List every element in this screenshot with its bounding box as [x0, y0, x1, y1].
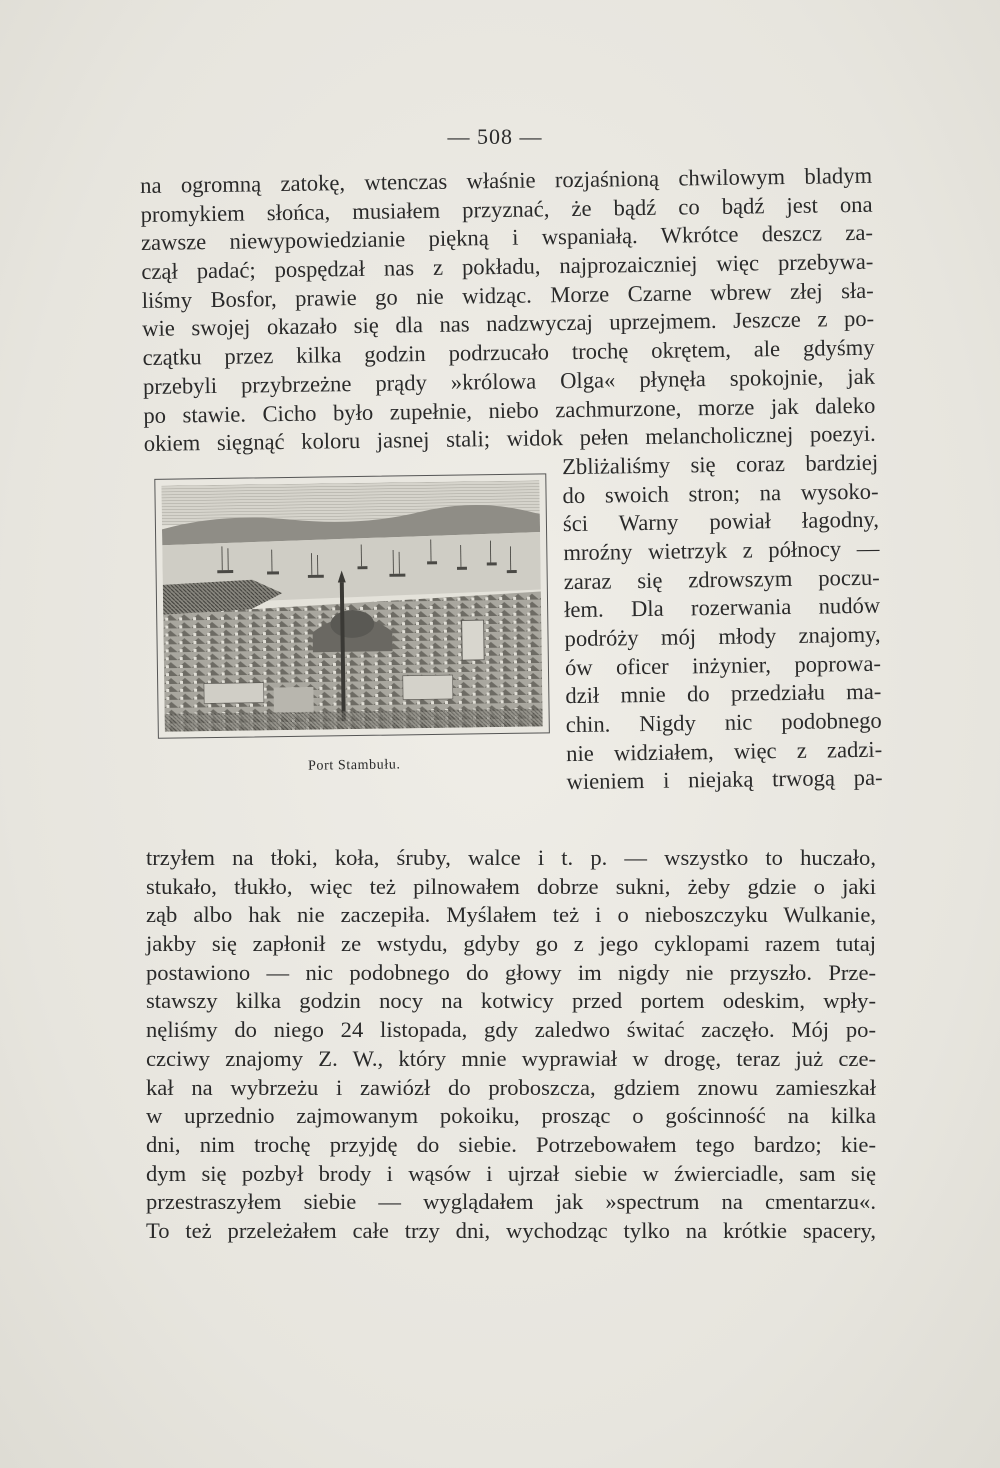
- body-text-upper: [140, 162, 881, 803]
- text-line: w uprzednio zajmowanym pokoiku, prosząc o gościnność na kilka: [146, 1103, 876, 1129]
- text-line: nęliśmy do niego 24 listopada, gdy zaledwo świtać zaczęło. Mój po-: [146, 1017, 876, 1043]
- text-line: dni, nim trochę przyjdę do siebie. Potrzebowałem tego bardzo; kie-: [146, 1131, 876, 1157]
- text-line: łem. Dla rozerwania nudów: [563, 593, 881, 623]
- text-line: okiem sięgnąć koloru jasnej stali; widok pełen melancholicznej poezyi.: [143, 420, 876, 457]
- figure-wrap-block: [144, 449, 881, 803]
- text-line: To też przeleżałem całe trzy dni, wychodząc tylko na krótkie spacery,: [146, 1217, 876, 1243]
- text-line: przebyli przybrzeżne prądy »królowa Olga« płynęła spokojnie, jak: [142, 363, 876, 399]
- text-line: dym się pozbył brody i wąsów i ujrzał siebie w źwierciadle, sam się: [146, 1160, 876, 1186]
- text-line: jakby się zapłonił ze wstydu, gdyby go z jego cyklopami razem tutaj: [146, 931, 876, 957]
- text-line: Zbliżaliśmy się coraz bardziej: [561, 449, 879, 480]
- text-line: czciwy znajomy Z. W., który mnie wyprawiał w drogę, teraz już cze-: [146, 1045, 876, 1071]
- text-line: promykiem słońca, musiałem przyznać, że bądź co bądź jest ona: [140, 191, 873, 227]
- text-line: liśmy Bosfor, prawie go nie widząc. Morze Czarne wbrew złej sła-: [141, 277, 874, 313]
- text-line: stukało, tłukło, więc też pilnowałem dobrze sukni, żeby gdzie o jaki: [146, 873, 876, 899]
- text-line: kał na wybrzeżu i zawiózł do proboszcza, gdziem znowu zamieszkał: [146, 1074, 876, 1100]
- text-line: postawiono — nic podobnego do głowy im nigdy nie przyszło. Prze-: [146, 959, 876, 985]
- text-line: stawszy kilka godzin nocy na kotwicy przed portem odeskim, wpły-: [146, 988, 876, 1014]
- text-line: zawsze niewypowiedzianie piękną i wspaniałą. Wkrótce deszcz za-: [140, 220, 874, 256]
- harbor-engraving-icon: [161, 480, 542, 731]
- text-line: podróży mój młody znajomy,: [564, 621, 881, 652]
- text-line: zaraz się zdrowszym poczu-: [563, 564, 880, 594]
- page-number: — 508 —: [447, 124, 543, 149]
- text-line: wie swojej okazało się dla nas nadzwyczaj uprzejmem. Jeszcze z po-: [142, 306, 875, 342]
- text-line: wieniem i niejaką trwogą pa-: [566, 765, 883, 795]
- text-line: na ogromną zatokę, wtenczas właśnie rozjaśnioną chwilowym bladym: [140, 162, 873, 198]
- text-line: ów oficer inżynier, poprowa-: [564, 650, 882, 680]
- text-line: ząb albo hak nie zaczepiła. Myślałem też i o nieboszczyku Wulkanie,: [146, 902, 876, 928]
- text-line: mroźny wietrzyk z północy —: [563, 535, 880, 566]
- text-line: chin. Nigdy nic podobnego: [565, 707, 882, 738]
- text-line: po stawie. Cicho było zupełnie, niebo zachmurzone, morze jak daleko: [143, 392, 876, 428]
- text-line: przestraszyłem siebie — wyglądałem jak »spectrum na cmentarzu«.: [146, 1189, 876, 1215]
- text-line: nie widziałem, więc z zadzi-: [565, 736, 883, 766]
- body-text-wrapped: [562, 449, 883, 798]
- text-line: do swoich stron; na wysoko-: [562, 478, 879, 508]
- figure-caption: Port Stambułu.: [307, 757, 401, 774]
- text-line: czął padać; pospędzał nas z pokładu, najprozaiczniej więc przebywa-: [141, 248, 874, 285]
- body-text-lower: [146, 844, 876, 1246]
- engraving-harbor-image: [154, 473, 550, 738]
- text-line: trzyłem na tłoki, koła, śruby, walce i t. p. — wszystko to huczało,: [146, 845, 876, 870]
- text-line: ści Warny powiał łagodny,: [562, 506, 880, 537]
- text-line: czątku przez kilka godzin podrzucało trochę okrętem, ale gdyśmy: [142, 334, 875, 371]
- text-line: dził mnie do przedziału ma-: [565, 679, 882, 709]
